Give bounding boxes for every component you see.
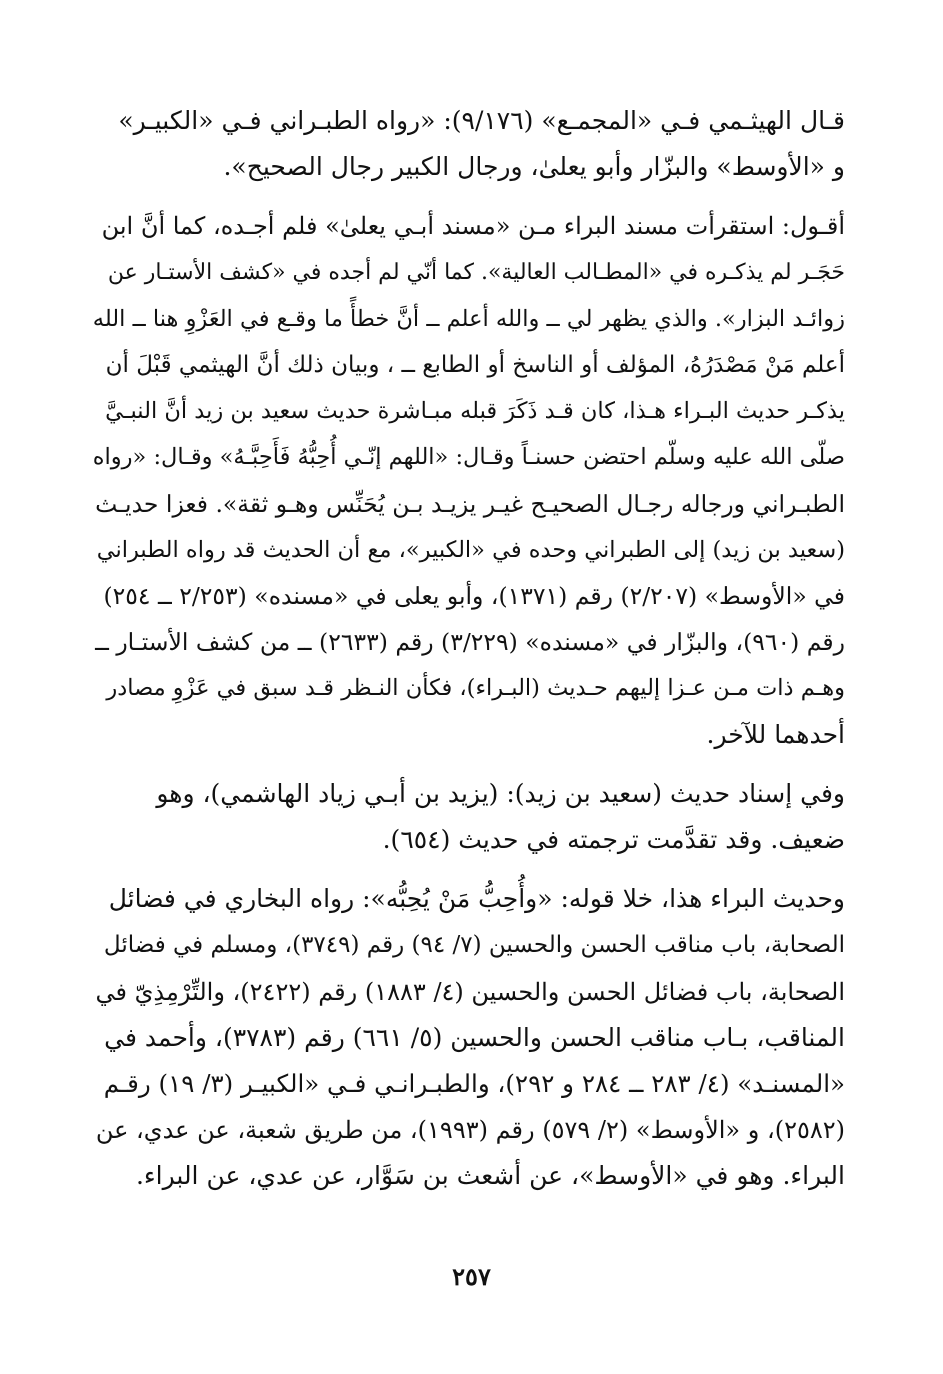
text-line: (سعيد بن زيد) إلى الطبراني وحده في «الكبير»، مع أن الحديث قد رواه الطبراني (96, 536, 845, 563)
text-line: في «الأوسط» (٢/٢٠٧) رقم (١٣٧١)، وأبو يعلى في «مسنده» (٢/٢٥٣ ــ ٢٥٤) (103, 582, 845, 611)
text-line: أحدهما للآخر. (706, 719, 845, 749)
text-line: حَجَـر لم يذكـره في «المطـالب العالية». كما أنّي لم أجده في «كشف الأستـار عن (107, 259, 845, 285)
page-number: ٢٥٧ (452, 1262, 491, 1291)
text-line: صلّى الله عليه وسلّم احتضن حسنـاً وقـال: «اللهم إنّـي أُحِبُّهُ فَأَحِبَّـهُ» وقـال: «رواه (92, 444, 845, 471)
text-line: قـال الهيثـمي فـي «المجمـع» (٩/١٧٦): «رواه الطبـراني فـي «الكبيـر» (118, 106, 845, 135)
text-line: وهـم ذات مـن عـزا إليهم حـديث (البـراء)، فكأن النـظر قـد سبق في عَزْوِ مصادر (106, 675, 845, 702)
text-line: المناقب، بـاب مناقب الحسن والحسين (٥/ ٦٦١) رقم (٣٧٨٣)، وأحمد في (104, 1022, 845, 1052)
text-line: ضعيف. وقد تقدَّمت ترجمته في حديث (٦٥٤). (382, 825, 845, 855)
paragraph-author-comment (93, 203, 845, 757)
text-line: الصحابة، باب مناقب الحسن والحسين (٧/ ٩٤) رقم (٣٧٤٩)، ومسلم في فضائل (103, 932, 845, 959)
body-text (93, 98, 845, 1200)
text-line: (٢٥٨٢)، و «الأوسط» (٢/ ٥٧٩) رقم (١٩٩٣)، من طريق شعبة، عن عدي، عن (95, 1116, 845, 1145)
text-line: الطبـراني ورجاله رجـال الصحيـح غيـر يزيـد بـن يُحَنِّس وهـو ثقة». فعزا حديـث (95, 489, 845, 518)
text-line: وفي إسناد حديث (سعيد بن زيد): (يزيد بن أبـي زياد الهاشمي)، وهو (156, 778, 845, 808)
text-line: «المسنـد» (٤/ ٢٨٣ ــ ٢٨٤ و ٢٩٢)، والطبـرانـي فـي «الكبيـر (٣/ ١٩) رقـم (103, 1069, 845, 1099)
paragraph-isnad-note (93, 771, 845, 863)
text-line: البراء. وهو في «الأوسط»، عن أشعث بن سَوَّار، عن عدي، عن البراء. (135, 1161, 845, 1191)
text-line: أعلم مَنْ مَصْدَرُهُ، المؤلف أو الناسخ أو الطابع ــ ، وبيان ذلك أنَّ الهيثمي قَبْلَ أن (105, 352, 845, 379)
text-line: زوائـد البزار». والذي يظهر لي ــ والله أعلم ــ أنَّ خطأً ما وقـع في العَزْوِ هنا ــ الله (92, 305, 845, 332)
paragraph-bara-hadith-sources (93, 876, 845, 1199)
text-line: و «الأوسط» والبزّار وأبو يعلىٰ، ورجال الكبير رجال الصحيح». (223, 152, 845, 182)
text-line: وحديث البراء هذا، خلا قوله: «وأُحِبُّ مَنْ يُحِبُّه»: رواه البخاري في فضائل (108, 884, 845, 914)
paragraph-haythami-quote (93, 98, 845, 190)
text-line: أقـول: استقرأت مسند البراء مـن «مسند أبـي يعلىٰ» فلم أجـده، كما أنَّ ابن (101, 212, 845, 241)
text-line: رقم (٩٦٠)، والبزّار في «مسنده» (٣/٢٢٩) رقم (٢٦٣٣) ــ من كشف الأستـار ــ (95, 628, 845, 657)
text-line: الصحابة، باب فضائل الحسن والحسين (٤/ ١٨٨٣) رقم (٢٤٢٢)، والتِّرْمِذِيّ في (95, 977, 845, 1006)
text-line: يذكـر حديث البـراء هـذا، كان قـد ذَكَرَ قبله مبـاشرة حديث سعيد بن زيد أنَّ النبـيَّ (105, 398, 845, 425)
